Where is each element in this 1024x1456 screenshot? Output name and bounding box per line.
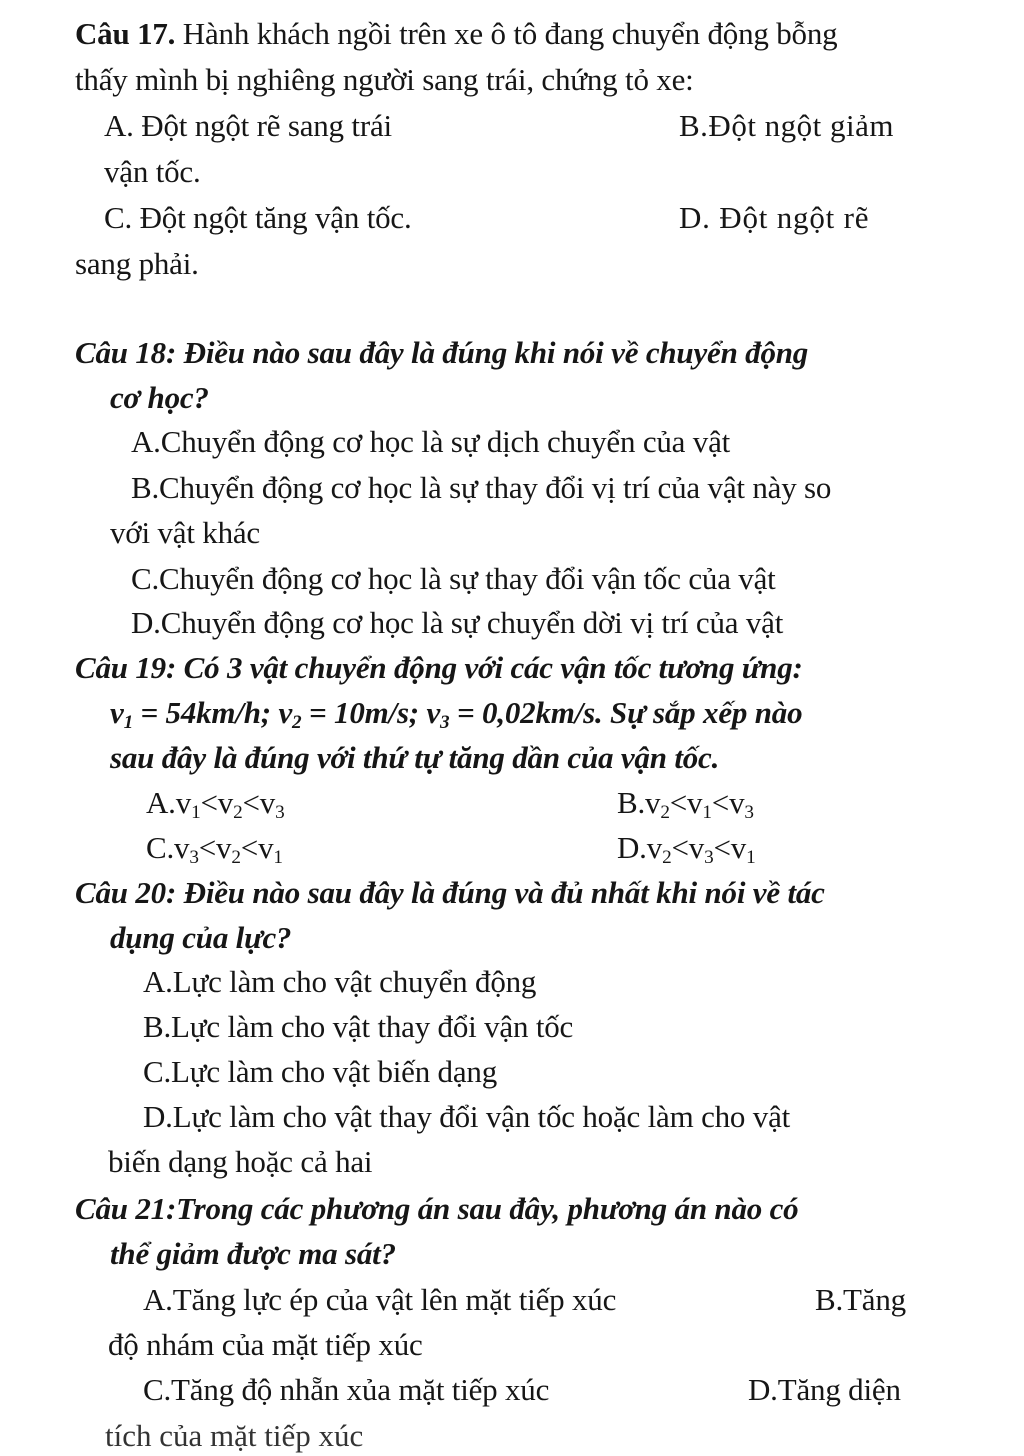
q18-question-line-1: Câu 18: Điều nào sau đây là đúng khi nói về chuyển động (75, 335, 809, 370)
q20-option-d-cont: biến dạng hoặc cả hai (108, 1144, 373, 1179)
q19-option-a: $A.v_1<v_2<v_3$ (146, 785, 285, 823)
q19-question-line-1: Câu 19: Có 3 vật chuyển động với các vận tốc tương ứng: (75, 650, 803, 685)
q21-option-d-cont: tích của mặt tiếp xúc (105, 1418, 364, 1453)
q17-option-c: C. Đột ngột tăng vận tốc. (104, 200, 412, 235)
q20-question-line-2: dụng của lực? (110, 920, 292, 955)
q20-option-b: B.Lực làm cho vật thay đổi vận tốc (143, 1009, 574, 1044)
q18-option-b-cont: với vật khác (110, 515, 260, 550)
q19-option-c: $C.v_3<v_2<v_1$ (146, 830, 283, 868)
q19-option-d: $D.v_2<v_3<v_1$ (617, 830, 756, 868)
q19-question-line-2: $v_1 = 54km/h$; $v_2 = 10m/s$; $v_3 = 0,02km/s$. Sự sắp xếp nào (110, 695, 803, 733)
q18-option-b: B.Chuyển động cơ học là sự thay đổi vị trí của vật này so (131, 470, 832, 505)
q21-question-line-2: thể giảm được ma sát? (110, 1236, 396, 1271)
q18-option-a: A.Chuyển động cơ học là sự dịch chuyển của vật (131, 424, 731, 459)
q17-option-b: B.Đột ngột giảm (679, 108, 895, 143)
q17-option-a: A. Đột ngột rẽ sang trái (104, 108, 392, 143)
q20-question-line-1: Câu 20: Điều nào sau đây là đúng và đủ nhất khi nói về tác (75, 875, 825, 910)
q20-option-a: A.Lực làm cho vật chuyển động (143, 964, 537, 999)
q18-option-c: C.Chuyển động cơ học là sự thay đổi vận tốc của vật (131, 561, 776, 596)
q17-text-1: Hành khách ngồi trên xe ô tô đang chuyển động bỗng (182, 16, 838, 51)
q18-question-line-2: cơ học? (110, 380, 209, 415)
q20-option-c: C.Lực làm cho vật biến dạng (143, 1054, 498, 1089)
q21-question-line-1: Câu 21:Trong các phương án sau đây, phương án nào có (75, 1191, 799, 1226)
q17-label: Câu 17. (75, 16, 176, 51)
q17-text-2: thấy mình bị nghiêng người sang trái, chứng tỏ xe: (75, 62, 694, 97)
q19-option-b: $B.v_2<v_1<v_3$ (617, 785, 754, 823)
q21-option-d: D.Tăng diện (748, 1372, 901, 1407)
q21-option-b-cont: độ nhám của mặt tiếp xúc (108, 1327, 423, 1362)
q21-option-c: C.Tăng độ nhẵn xủa mặt tiếp xúc (143, 1372, 550, 1407)
q17-option-d-cont: sang phải. (75, 246, 199, 281)
q19-question-line-3: sau đây là đúng với thứ tự tăng dần của vận tốc. (110, 740, 720, 775)
q20-option-d: D.Lực làm cho vật thay đổi vận tốc hoặc làm cho vật (143, 1099, 791, 1134)
q18-option-d: D.Chuyển động cơ học là sự chuyển dời vị trí của vật (131, 605, 784, 640)
q21-option-a: A.Tăng lực ép của vật lên mặt tiếp xúc (143, 1282, 617, 1317)
q21-option-b: B.Tăng (815, 1282, 906, 1317)
q17-line-1 (75, 14, 837, 54)
q17-option-d: D. Đột ngột rẽ (679, 200, 870, 235)
cut-off-top-line (70, 0, 330, 10)
q17-option-b-cont: vận tốc. (104, 154, 201, 189)
